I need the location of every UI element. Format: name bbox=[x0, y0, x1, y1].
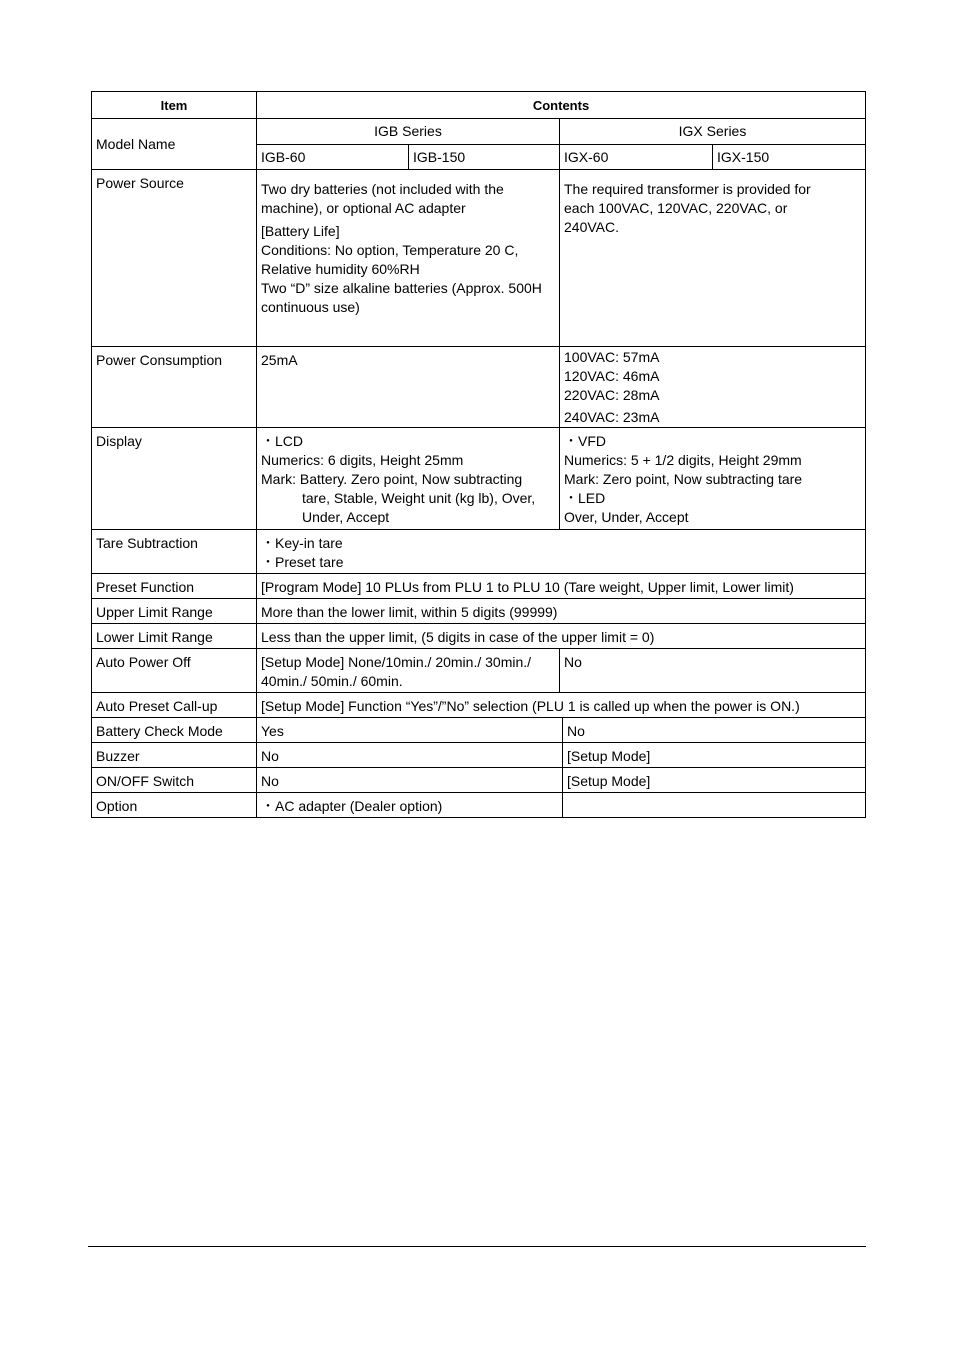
buzzer-igx: [Setup Mode] bbox=[563, 743, 866, 768]
option-igb: ・AC adapter (Dealer option) bbox=[257, 793, 563, 818]
preset-function-label: Preset Function bbox=[92, 574, 257, 599]
power-consumption-row bbox=[92, 347, 866, 428]
power-source-igx-line: 240VAC. bbox=[564, 219, 619, 235]
item-header: Item bbox=[92, 92, 257, 119]
power-consumption-igx bbox=[560, 347, 866, 428]
display-igx-line: ・LED bbox=[564, 490, 606, 506]
model-igb-60: IGB-60 bbox=[257, 145, 409, 170]
upper-limit-value: More than the lower limit, within 5 digits (99999) bbox=[257, 599, 866, 624]
battery-check-igx: No bbox=[563, 718, 866, 743]
onoff-row bbox=[92, 768, 866, 793]
option-igx bbox=[563, 793, 866, 818]
igb-series-label: IGB Series bbox=[257, 119, 560, 145]
battery-check-label: Battery Check Mode bbox=[92, 718, 257, 743]
display-igb-line: Mark: Battery. Zero point, Now subtracting bbox=[261, 471, 523, 487]
power-source-igb-line: Conditions: No option, Temperature 20 C, bbox=[261, 242, 519, 258]
power-source-igx-line: The required transformer is provided for bbox=[564, 181, 811, 197]
onoff-igx: [Setup Mode] bbox=[563, 768, 866, 793]
auto-power-off-igb-line: [Setup Mode] None/10min./ 20min./ 30min./ bbox=[261, 654, 532, 670]
contents-header: Contents bbox=[257, 92, 866, 119]
power-source-igx-line: each 100VAC, 120VAC, 220VAC, or bbox=[564, 200, 788, 216]
display-label: Display bbox=[92, 428, 257, 530]
upper-limit-label: Upper Limit Range bbox=[92, 599, 257, 624]
power-source-igb-line: continuous use) bbox=[261, 299, 360, 315]
auto-preset-value: [Setup Mode] Function “Yes”/”No” selection (PLU 1 is called up when the power is ON.) bbox=[257, 693, 866, 718]
onoff-label: ON/OFF Switch bbox=[92, 768, 257, 793]
onoff-igb: No bbox=[257, 768, 563, 793]
lower-limit-row bbox=[92, 624, 866, 649]
power-source-igx bbox=[560, 170, 866, 347]
display-igx-line: Over, Under, Accept bbox=[564, 509, 689, 525]
power-consumption-label: Power Consumption bbox=[92, 347, 257, 428]
power-consumption-igx-line: 120VAC: 46mA bbox=[564, 368, 660, 384]
power-consumption-igx-line: 100VAC: 57mA bbox=[564, 349, 660, 365]
auto-preset-row bbox=[92, 693, 866, 718]
auto-power-off-igx: No bbox=[560, 649, 866, 693]
power-source-igb-line: [Battery Life] bbox=[261, 223, 340, 239]
auto-power-off-igb bbox=[257, 649, 560, 693]
power-source-igb-line: Two dry batteries (not included with the bbox=[261, 181, 504, 197]
display-igx-line: Mark: Zero point, Now subtracting tare bbox=[564, 471, 803, 487]
power-consumption-igx-line: 240VAC: 23mA bbox=[564, 409, 660, 425]
model-name-label: Model Name bbox=[92, 119, 257, 170]
buzzer-igb: No bbox=[257, 743, 563, 768]
power-source-igb-line: Two “D” size alkaline batteries (Approx. 500H bbox=[261, 280, 542, 296]
display-igx bbox=[560, 428, 866, 530]
auto-power-off-label: Auto Power Off bbox=[92, 649, 257, 693]
upper-limit-row bbox=[92, 599, 866, 624]
lower-limit-label: Lower Limit Range bbox=[92, 624, 257, 649]
option-label: Option bbox=[92, 793, 257, 818]
lower-limit-value: Less than the upper limit, (5 digits in case of the upper limit = 0) bbox=[257, 624, 866, 649]
tare-row bbox=[92, 530, 866, 574]
tare-line: ・Preset tare bbox=[261, 554, 344, 570]
power-source-igb-line: Relative humidity 60%RH bbox=[261, 261, 420, 277]
preset-function-row bbox=[92, 574, 866, 599]
display-igb-line: Numerics: 6 digits, Height 25mm bbox=[261, 452, 464, 468]
power-source-igb-line: machine), or optional AC adapter bbox=[261, 200, 466, 216]
tare-value bbox=[257, 530, 866, 574]
battery-check-row bbox=[92, 718, 866, 743]
power-source-label: Power Source bbox=[92, 170, 257, 347]
footer-divider bbox=[88, 1246, 866, 1247]
power-consumption-igb: 25mA bbox=[257, 347, 560, 428]
buzzer-row bbox=[92, 743, 866, 768]
auto-preset-label: Auto Preset Call-up bbox=[92, 693, 257, 718]
model-igx-60: IGX-60 bbox=[560, 145, 713, 170]
model-igx-150: IGX-150 bbox=[713, 145, 866, 170]
model-igb-150: IGB-150 bbox=[409, 145, 560, 170]
auto-power-off-row bbox=[92, 649, 866, 693]
auto-power-off-igb-line: 40min./ 50min./ 60min. bbox=[261, 673, 403, 689]
display-igb-line: Under, Accept bbox=[302, 509, 390, 525]
display-igx-line: ・VFD bbox=[564, 433, 606, 449]
buzzer-label: Buzzer bbox=[92, 743, 257, 768]
igx-series-label: IGX Series bbox=[560, 119, 866, 145]
power-consumption-igx-line: 220VAC: 28mA bbox=[564, 387, 660, 403]
display-igb bbox=[257, 428, 560, 530]
display-igb-line: ・LCD bbox=[261, 433, 304, 449]
power-source-row bbox=[92, 170, 866, 347]
model-series-row bbox=[92, 119, 866, 145]
specification-table bbox=[91, 91, 866, 818]
tare-line: ・Key-in tare bbox=[261, 535, 343, 551]
option-row bbox=[92, 793, 866, 818]
display-igb-line: tare, Stable, Weight unit (kg lb), Over, bbox=[302, 490, 536, 506]
power-source-igb bbox=[257, 170, 560, 347]
header-row bbox=[92, 92, 866, 119]
battery-check-igb: Yes bbox=[257, 718, 563, 743]
tare-label: Tare Subtraction bbox=[92, 530, 257, 574]
display-igx-line: Numerics: 5 + 1/2 digits, Height 29mm bbox=[564, 452, 802, 468]
preset-function-value: [Program Mode] 10 PLUs from PLU 1 to PLU 10 (Tare weight, Upper limit, Lower limit) bbox=[257, 574, 866, 599]
display-row bbox=[92, 428, 866, 530]
